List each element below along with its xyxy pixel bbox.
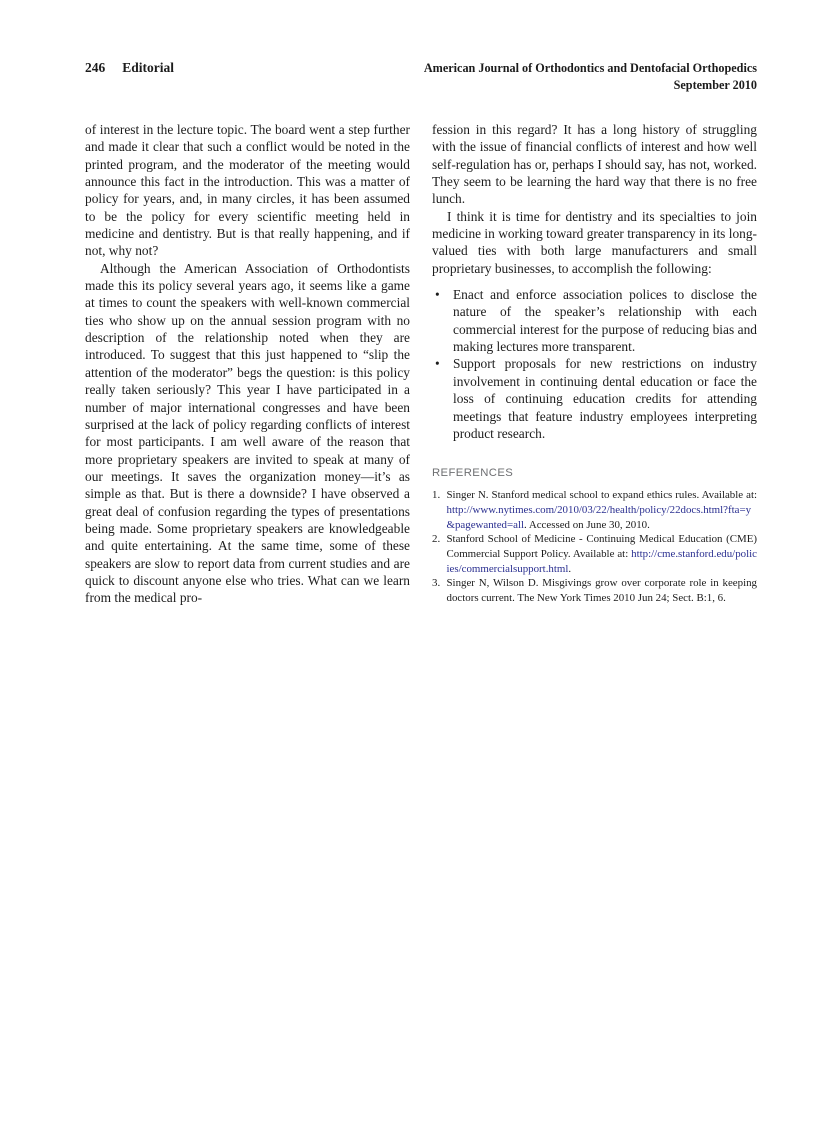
page-header: [85, 60, 757, 93]
reference-item: [432, 532, 757, 576]
issue-date: September 2010: [673, 77, 757, 92]
reference-text: Singer N, Wilson D. Misgivings grow over corporate role in keeping doctors current. The New York Times 2010 Jun 24; Sect. B:1, 6.: [446, 577, 757, 605]
references-section: [432, 467, 757, 606]
reference-item: [432, 576, 757, 605]
section-title: Editorial: [122, 60, 175, 75]
right-column: [432, 121, 757, 607]
reference-text: Singer N. Stanford medical school to expand ethics rules. Available at:: [446, 489, 757, 502]
references-heading: REFERENCES: [432, 467, 514, 480]
reference-number: 1.: [432, 489, 441, 502]
article-body: [85, 121, 757, 607]
reference-item: [432, 488, 757, 532]
bullet-item: • Enact and enforce association polices to disclose the nature of the speaker’s relationship with each commercial interest for the purpose of reducing bias and making lectures more transparent.: [432, 286, 757, 355]
reference-link[interactable]: http://www.nytimes.com/2010/03/22/health/policy/22docs.html?fta=y&pagewanted=all: [446, 503, 752, 531]
paragraph: Although the American Association of Orthodontists made this its policy several years ago, it seems like a game at times to count the speakers with well-known commercial ties who show up on the annual session program with no description of the relationship noted when they are introduced. To suggest that this just happened to “slip the attention of the moderator” begs the question: is this policy really taken seriously? This year I have participated in a number of major international congresses and have been surprised at the lack of policy regarding conflicts of interest for most participants. I am well aware of the reason that more proprietary speakers are invited to speak at many of our meetings. It saves the organization money—it’s as simple as that. But is there a downside? I have observed a great deal of confusion regarding the types of presentations being made. Some proprietary speakers are knowledgeable and quite entertaining. At the same time, some of these speakers are slow to report data from current studies and are quick to discount anyone else who tries. What can we learn from the medical pro-: [85, 260, 410, 606]
reference-number: 3.: [432, 577, 441, 590]
bullet-list: [432, 286, 757, 442]
reference-text: .: [568, 562, 572, 575]
page-number: 246: [85, 60, 106, 75]
reference-link[interactable]: http://cme.stanford.edu/policies/commercialsupport.html: [446, 548, 757, 575]
left-column: [85, 121, 410, 607]
reference-list: [432, 488, 757, 606]
running-head-right: [424, 60, 757, 93]
journal-title: American Journal of Orthodontics and Dentofacial Orthopedics: [423, 61, 757, 75]
reference-text: . Accessed on June 30, 2010.: [524, 518, 650, 531]
reference-number: 2.: [432, 533, 441, 546]
paragraph: fession in this regard? It has a long history of struggling with the issue of financial conflicts of interest and how well self-regulation has or, perhaps I should say, has not, worked. They seem to be learning the hard way that there is no free lunch.: [432, 122, 757, 207]
paragraph: I think it is time for dentistry and its specialties to join medicine in working toward greater transparency in its long-valued ties with both large manufacturers and small proprietary businesses, to accomplish the following:: [432, 208, 757, 276]
reference-text: Stanford School of Medicine - Continuing Medical Education (CME) Commercial Support Policy. Available at:: [446, 533, 757, 560]
running-head-left: [85, 60, 174, 76]
paragraph: of interest in the lecture topic. The board went a step further and made it clear that such a conflict would be noted in the printed program, and the moderator of the meeting would announce this fact in the introduction. This was a matter of policy for years, and, in many circles, it has been assumed to be the policy for every scientific meeting held in medicine and dentistry. But is that really happening, and if not, why not?: [85, 122, 410, 259]
bullet-item: • Support proposals for new restrictions on industry involvement in continuing dental education or face the loss of continuing education credits for attending meetings that feature industry employees interpreting product research.: [432, 355, 757, 442]
